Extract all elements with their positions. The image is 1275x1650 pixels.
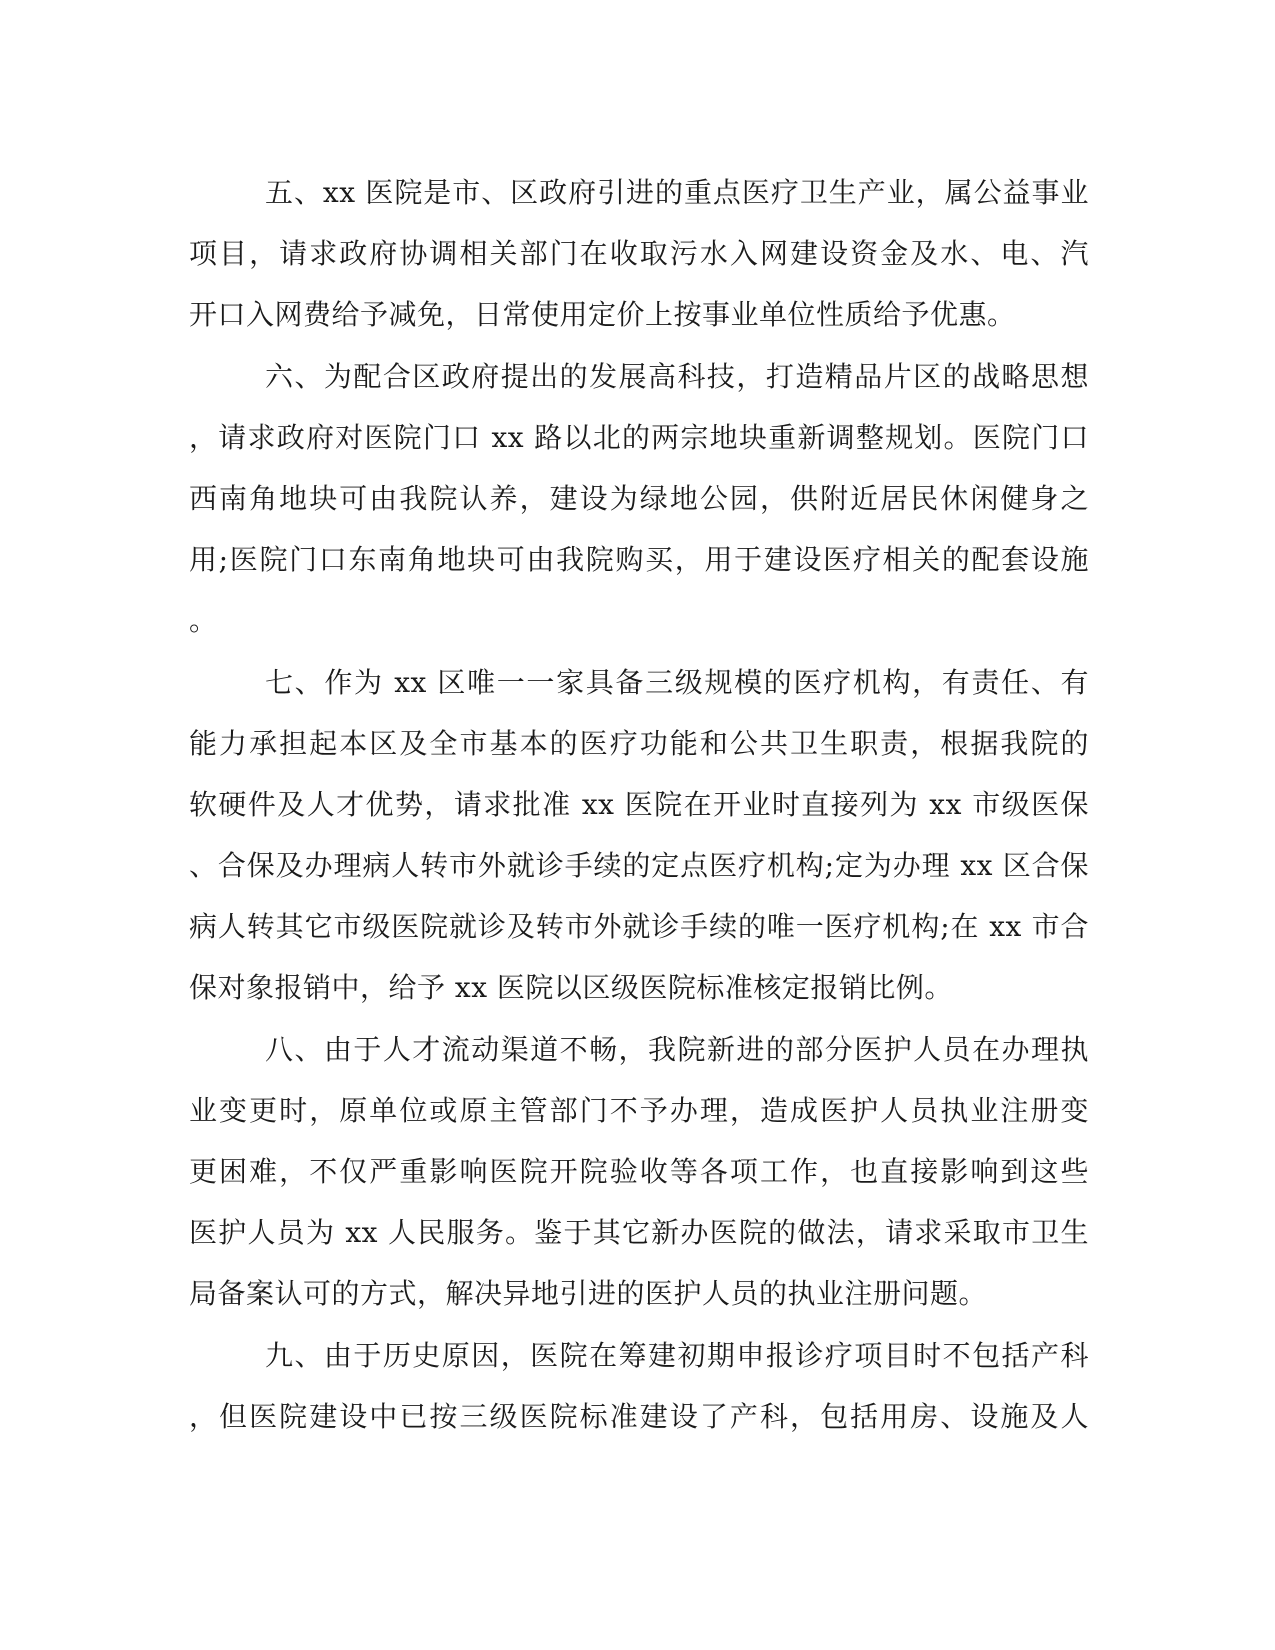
text-line: 用;医院门口东南角地块可由我院购买，用于建设医疗相关的配套设施 — [189, 543, 1089, 577]
text-line: 九、由于历史原因，医院在筹建初期申报诊疗项目时不包括产科 — [265, 1338, 1089, 1372]
text-line: 软硬件及人才优势，请求批准 xx 医院在开业时直接列为 xx 市级医保 — [189, 787, 1089, 821]
text-line: 保对象报销中，给予 xx 医院以区级医院标准核定报销比例。 — [189, 971, 953, 1005]
text-line: 。 — [189, 604, 218, 638]
text-line: 七、作为 xx 区唯一一家具备三级规模的医疗机构，有责任、有 — [265, 665, 1089, 699]
text-line: 局备案认可的方式，解决异地引进的医护人员的执业注册问题。 — [189, 1277, 988, 1311]
text-line: 八、由于人才流动渠道不畅，我院新进的部分医护人员在办理执 — [265, 1032, 1089, 1066]
text-line: 开口入网费给予减免，日常使用定价上按事业单位性质给予优惠。 — [189, 298, 1016, 332]
text-line: 西南角地块可由我院认养，建设为绿地公园，供附近居民休闲健身之 — [189, 481, 1089, 515]
text-line: 业变更时，原单位或原主管部门不予办理，造成医护人员执业注册变 — [189, 1093, 1089, 1127]
text-line: 更困难，不仅严重影响医院开院验收等各项工作，也直接影响到这些 — [189, 1155, 1089, 1188]
text-line: 病人转其它市级医院就诊及转市外就诊手续的唯一医疗机构;在 xx 市合 — [189, 910, 1089, 944]
text-line: 项目，请求政府协调相关部门在收取污水入网建设资金及水、电、汽 — [189, 237, 1089, 271]
text-line: 五、xx 医院是市、区政府引进的重点医疗卫生产业，属公益事业 — [265, 176, 1089, 209]
text-line: 、合保及办理病人转市外就诊手续的定点医疗机构;定为办理 xx 区合保 — [189, 849, 1089, 883]
text-line: ，请求政府对医院门口 xx 路以北的两宗地块重新调整规划。医院门口 — [189, 420, 1089, 454]
text-line: 六、为配合区政府提出的发展高科技，打造精品片区的战略思想 — [265, 359, 1089, 393]
document-body — [189, 162, 1089, 1447]
text-line: 医护人员为 xx 人民服务。鉴于其它新办医院的做法，请求采取市卫生 — [189, 1216, 1089, 1250]
text-line: ，但医院建设中已按三级医院标准建设了产科，包括用房、设施及人 — [189, 1399, 1089, 1433]
text-line: 能力承担起本区及全市基本的医疗功能和公共卫生职责，根据我院的 — [189, 726, 1089, 760]
